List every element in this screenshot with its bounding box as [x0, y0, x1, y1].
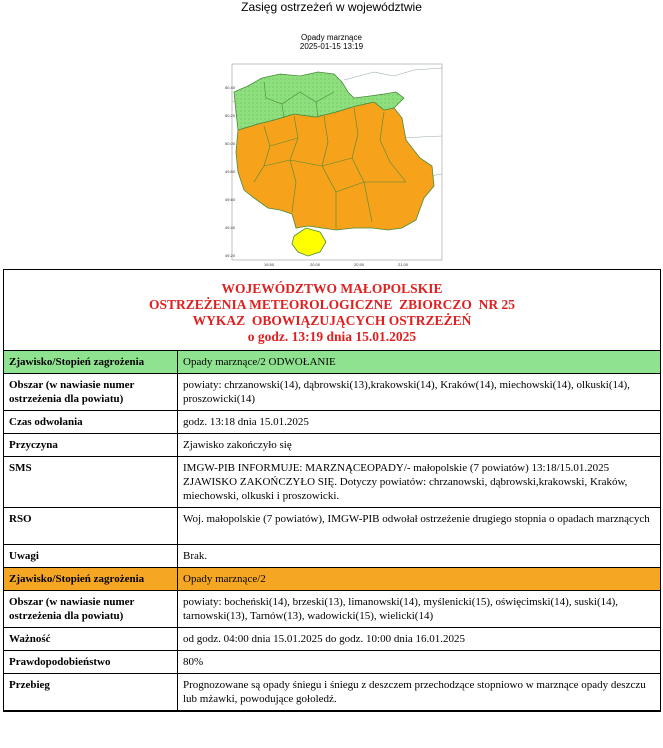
row-label: Prawdopodobieństwo: [4, 651, 178, 674]
y-tick: 49.80: [225, 169, 236, 174]
warnings-table: [4, 351, 660, 711]
table-row: [4, 568, 660, 591]
table-row: [4, 351, 660, 374]
table-row: [4, 545, 660, 568]
row-value: Opady marznące/2 ODWOŁANIE: [178, 351, 661, 374]
y-tick: 49.20: [225, 253, 236, 258]
page-title: Zasięg ostrzeżeń w województwie: [241, 0, 422, 14]
y-tick: 49.60: [225, 197, 236, 202]
table-row: [4, 411, 660, 434]
y-tick: 50.20: [225, 113, 236, 118]
row-value: 80%: [178, 651, 661, 674]
header-line-time: o godz. 13:19 dnia 15.01.2025: [247, 329, 417, 344]
row-value: Opady marznące/2: [178, 568, 661, 591]
table-row: [4, 651, 660, 674]
y-tick: 49.40: [225, 225, 236, 230]
row-label: Ważność: [4, 628, 178, 651]
x-tick: 20.50: [354, 262, 365, 267]
table-row: [4, 374, 660, 411]
x-tick: 21.00: [398, 262, 409, 267]
row-label: Zjawisko/Stopień zagrożenia: [4, 351, 178, 374]
row-label: RSO: [4, 508, 178, 545]
table-row: [4, 628, 660, 651]
table-row: [4, 591, 660, 628]
row-label: Zjawisko/Stopień zagrożenia: [4, 568, 178, 591]
row-value: powiaty: bocheński(14), brzeski(13), limanowski(14), myślenicki(15), oświęcimski(14), suski(14), tarnowski(13), Tarnów(13), wadowicki(15), wielicki(14): [178, 591, 661, 628]
row-label: SMS: [4, 457, 178, 508]
row-label: Przebieg: [4, 674, 178, 711]
warning-map: [224, 62, 444, 270]
table-row: [4, 434, 660, 457]
row-label: Przyczyna: [4, 434, 178, 457]
table-row: [4, 674, 660, 711]
row-value: powiaty: chrzanowski(14), dąbrowski(13),krakowski(14), Kraków(14), miechowski(14), olkuski(14), proszowicki(14): [178, 374, 661, 411]
row-value: Woj. małopolskie (7 powiatów), IMGW-PIB odwołał ostrzeżenie drugiego stopnia o opadach marznących: [178, 508, 661, 545]
header-line-voivodeship: WOJEWÓDZTWO MAŁOPOLSKIE: [221, 281, 443, 296]
x-tick: 20.00: [310, 262, 321, 267]
row-value: od godz. 04:00 dnia 15.01.2025 do godz. 10:00 dnia 16.01.2025: [178, 628, 661, 651]
row-label: Obszar (w nawiasie numer ostrzeżenia dla powiatu): [4, 374, 178, 411]
header-line-list: WYKAZ OBOWIĄZUJĄCYCH OSTRZEŻEŃ: [192, 313, 472, 328]
map-title: Opady marznące: [301, 33, 362, 42]
row-label: Obszar (w nawiasie numer ostrzeżenia dla powiatu): [4, 591, 178, 628]
map-datetime: 2025-01-15 13:19: [299, 42, 364, 51]
y-tick: 50.00: [225, 141, 236, 146]
row-value: IMGW-PIB INFORMUJE: MARZNĄCEOPADY/- małopolskie (7 powiatów) 13:18/15.01.2025 ZJAWISKO ZAKOŃCZYŁO SIĘ. Dotyczy powiatów: chrzanowski, dąbrowski,krakowski, Kraków, miechowski, olkuski i proszowicki.: [178, 457, 661, 508]
row-label: Uwagi: [4, 545, 178, 568]
row-value: godz. 13:18 dnia 15.01.2025: [178, 411, 661, 434]
document-header: [4, 270, 660, 351]
table-row: [4, 457, 660, 508]
header-line-warnings: OSTRZEŻENIA METEOROLOGICZNE ZBIORCZO NR 25: [148, 297, 516, 312]
table-row: [4, 508, 660, 545]
row-label: Czas odwołania: [4, 411, 178, 434]
y-tick: 50.40: [225, 85, 236, 90]
row-value: Zjawisko zakończyło się: [178, 434, 661, 457]
row-value: Prognozowane są opady śniegu i śniegu z deszczem przechodzące stopniowo w marznące opady deszczu lub mżawki, powodujące gołoledź.: [178, 674, 661, 711]
x-tick: 19.50: [264, 262, 275, 267]
warning-document: [3, 269, 661, 712]
row-value: Brak.: [178, 545, 661, 568]
